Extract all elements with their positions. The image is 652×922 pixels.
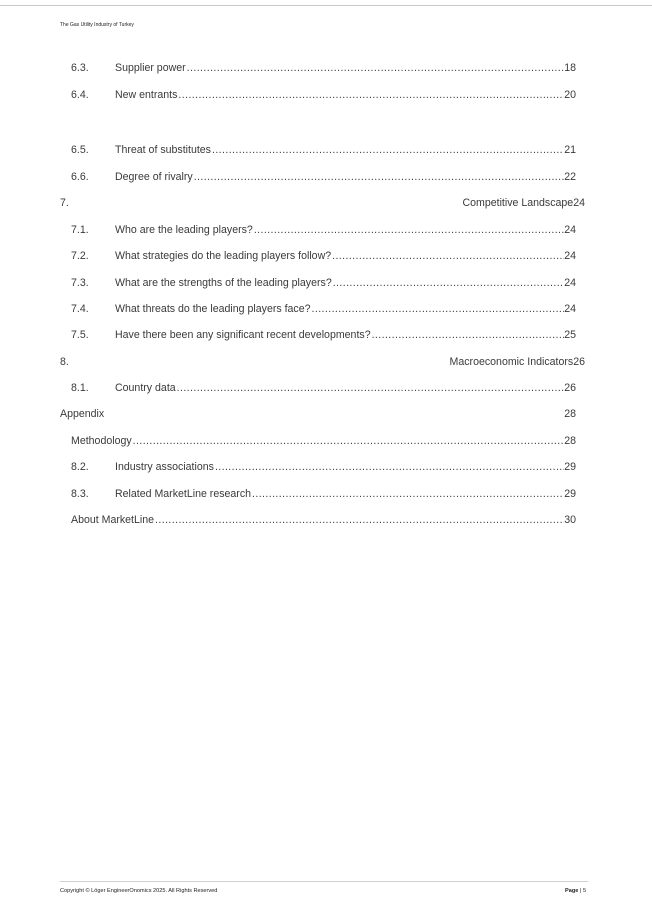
toc-entry-page: 29 (564, 461, 576, 473)
toc-entry-title: Country data (115, 382, 176, 394)
footer-page-number (565, 888, 586, 894)
toc-chapter-8[interactable] (60, 356, 585, 368)
toc-leader-dots (187, 62, 565, 74)
toc-entry-title: What are the strengths of the leading players? (115, 277, 332, 289)
toc-entry-page: 21 (564, 144, 576, 156)
toc-appendix-page: 28 (564, 408, 576, 420)
toc-entry-6-6[interactable] (71, 171, 576, 183)
toc-entry-title: About MarketLine (71, 514, 155, 526)
toc-entry-title: Methodology (71, 435, 132, 447)
toc-entry-7-1[interactable] (71, 224, 576, 236)
footer-page-value: 5 (582, 888, 587, 894)
toc-leader-dots (254, 224, 564, 236)
toc-leader-dots (155, 514, 564, 526)
toc-entry-methodology[interactable] (71, 435, 576, 447)
toc-entry-8-2[interactable] (71, 461, 576, 473)
toc-chapter-title: Competitive Landscape (462, 197, 574, 209)
toc-entry-page: 24 (564, 224, 576, 236)
toc-leader-dots (194, 171, 564, 183)
footer-page-label: Page (565, 888, 579, 894)
footer-page-separator: | (579, 888, 582, 894)
toc-entry-7-2[interactable] (71, 250, 576, 262)
toc-entry-page: 22 (564, 171, 576, 183)
toc-entry-title: Who are the leading players? (115, 224, 253, 236)
toc-entry-6-5[interactable] (71, 144, 576, 156)
toc-entry-title: Supplier power (115, 62, 186, 74)
toc-leader-dots (252, 488, 564, 500)
toc-leader-dots (372, 329, 565, 341)
toc-leader-dots (215, 461, 564, 473)
toc-entry-title: Industry associations (115, 461, 214, 473)
toc-chapter-page: 26 (573, 356, 585, 368)
toc-entry-page: 28 (564, 435, 576, 447)
toc-chapter-number: 8. (60, 356, 69, 368)
header-title: The Gas Utility Industry of Turkey (60, 22, 134, 28)
footer-copyright: Copyright © Löger EngineerOnomics 2025. All Rights Reserved (60, 888, 218, 894)
toc-leader-dots (312, 303, 565, 315)
toc-entry-page: 26 (564, 382, 576, 394)
toc-chapter-title-group (450, 356, 585, 368)
toc-entry-title: What threats do the leading players face? (115, 303, 311, 315)
toc-appendix-title: Appendix (60, 408, 105, 420)
toc-leader-dots (133, 435, 565, 447)
toc-appendix[interactable] (60, 408, 576, 420)
toc-entry-number: 7.5. (71, 329, 89, 341)
toc-entry-number: 6.3. (71, 62, 89, 74)
toc-entry-title: Degree of rivalry (115, 171, 193, 183)
toc-entry-number: 6.5. (71, 144, 89, 156)
toc-chapter-number: 7. (60, 197, 69, 209)
toc-chapter-title-group (462, 197, 585, 209)
toc-entry-page: 24 (564, 277, 576, 289)
toc-entry-number: 8.1. (71, 382, 89, 394)
toc-entry-number: 7.2. (71, 250, 89, 262)
toc-entry-8-3[interactable] (71, 488, 576, 500)
toc-entry-page: 18 (564, 62, 576, 74)
toc-leader-dots (177, 382, 565, 394)
toc-entry-7-4[interactable] (71, 303, 576, 315)
toc-entry-8-1[interactable] (71, 382, 576, 394)
toc-entry-title: Have there been any significant recent developments? (115, 329, 371, 341)
toc-entry-page: 24 (564, 250, 576, 262)
toc-entry-page: 29 (564, 488, 576, 500)
toc-entry-number: 6.4. (71, 89, 89, 101)
toc-chapter-page: 24 (573, 197, 585, 209)
toc-leader-dots (178, 89, 564, 101)
toc-entry-6-4[interactable] (71, 89, 576, 101)
toc-entry-title: Threat of substitutes (115, 144, 211, 156)
toc-leader-dots (333, 277, 564, 289)
toc-leader-dots (212, 144, 564, 156)
toc-entry-number: 7.1. (71, 224, 89, 236)
toc-chapter-7[interactable] (60, 197, 585, 209)
toc-entry-number: 6.6. (71, 171, 89, 183)
toc-entry-6-3[interactable] (71, 62, 576, 74)
toc-entry-7-3[interactable] (71, 277, 576, 289)
footer-rule (60, 881, 588, 882)
toc-entry-title: New entrants (115, 89, 178, 101)
toc-entry-page: 30 (564, 514, 576, 526)
toc-entry-7-5[interactable] (71, 329, 576, 341)
toc-entry-number: 8.2. (71, 461, 89, 473)
toc-entry-page: 24 (564, 303, 576, 315)
toc-entry-about[interactable] (71, 514, 576, 526)
toc-entry-number: 8.3. (71, 488, 89, 500)
toc-leader-dots (332, 250, 564, 262)
toc-entry-title: What strategies do the leading players follow? (115, 250, 332, 262)
toc-entry-page: 20 (564, 89, 576, 101)
top-rule (0, 5, 652, 6)
toc-entry-page: 25 (564, 329, 576, 341)
toc-chapter-title: Macroeconomic Indicators (449, 356, 574, 368)
toc-entry-title: Related MarketLine research (115, 488, 252, 500)
toc-entry-number: 7.3. (71, 277, 89, 289)
toc-entry-number: 7.4. (71, 303, 89, 315)
